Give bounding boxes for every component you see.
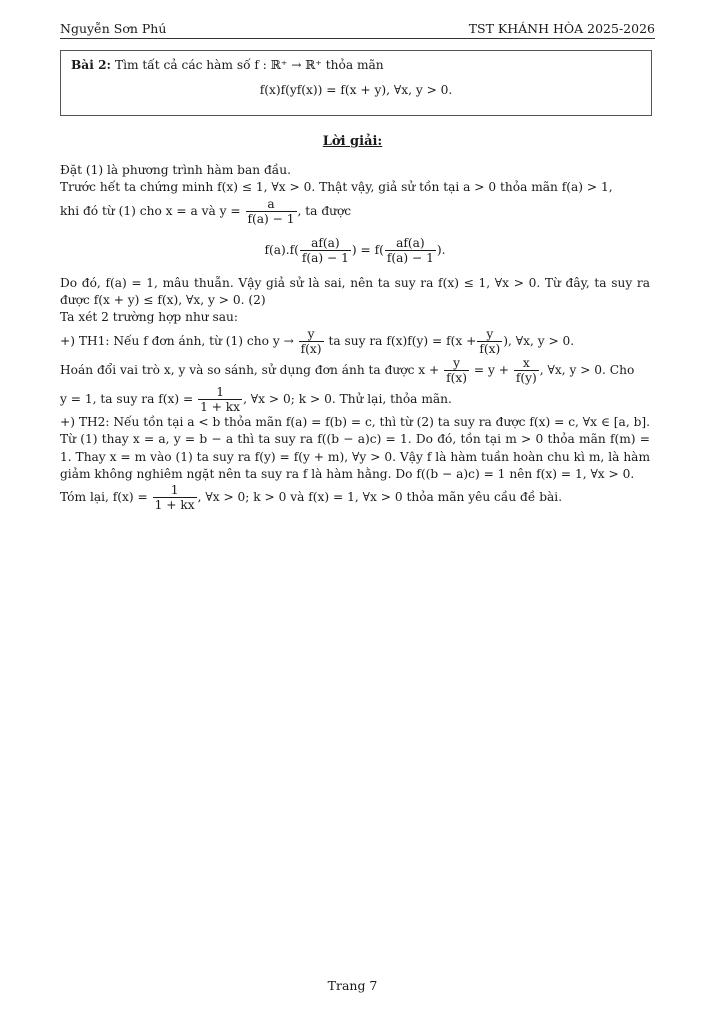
solution-line-3 — [60, 197, 650, 226]
text-segment: , ∀x > 0; k > 0. Thử lại, thỏa mãn. — [243, 391, 452, 406]
fraction — [477, 327, 502, 356]
text-segment: +) TH1: Nếu f đơn ánh, từ (1) cho y → — [60, 333, 294, 348]
author-name: Nguyễn Sơn Phú — [60, 21, 167, 36]
fraction — [246, 197, 297, 226]
display-equation — [60, 236, 650, 265]
fraction-denominator: f(x) — [479, 341, 501, 356]
fraction — [300, 236, 351, 265]
problem-label: Bài 2: — [71, 58, 112, 72]
fraction-denominator: f(y) — [515, 370, 537, 385]
solution-line-4: Do đó, f(a) = 1, mâu thuẫn. Vậy giả sử là sai, nên ta suy ra f(x) ≤ 1, ∀x > 0. Từ đây, ta suy ra được f(x + y) ≤ f(x), ∀x, y > 0. (2) — [60, 275, 650, 308]
conclusion-line — [60, 483, 650, 512]
solution-line-2: Trước hết ta chứng minh f(x) ≤ 1, ∀x > 0. Thật vậy, giả sử tồn tại a > 0 thỏa mãn f(a) > 1, — [60, 180, 613, 195]
fraction-denominator: f(a) − 1 — [386, 250, 434, 265]
text-segment: , ∀x, y > 0. Cho — [539, 362, 635, 377]
fraction — [385, 236, 436, 265]
text-segment: Hoán đổi vai trò x, y và so sánh, sử dụng đơn ánh ta được x + — [60, 362, 440, 377]
fraction-denominator: f(x) — [300, 341, 322, 356]
fraction-numerator: a — [267, 196, 275, 211]
text-segment: , ta được — [297, 203, 352, 218]
fraction-numerator: 1 — [170, 483, 179, 498]
fraction-numerator: y — [307, 326, 315, 341]
fraction — [198, 385, 242, 414]
problem-text: Tìm tất cả các hàm số f : ℝ⁺ → ℝ⁺ thỏa mãn — [114, 58, 384, 72]
text-segment: khi đó từ (1) cho x = a và y = — [60, 203, 241, 218]
problem-equation: f(x)f(yf(x)) = f(x + y), ∀x, y > 0. — [259, 83, 453, 98]
case-1-solution-line — [60, 385, 650, 414]
text-segment: ), ∀x, y > 0. — [503, 333, 575, 348]
fraction-numerator: y — [453, 355, 460, 370]
text-segment: = y + — [473, 362, 509, 377]
page-number: Trang 7 — [327, 978, 378, 993]
text-segment: Tóm lại, f(x) = — [60, 490, 148, 505]
fraction-denominator: 1 + kx — [200, 399, 241, 414]
text-segment: , ∀x > 0; k > 0 và f(x) = 1, ∀x > 0 thỏa mãn yêu cầu đề bài. — [197, 490, 563, 505]
exam-title: TST KHÁNH HÒA 2025-2026 — [468, 21, 655, 36]
swap-line — [60, 356, 650, 385]
fraction-numerator: x — [522, 355, 530, 370]
fraction — [153, 483, 197, 512]
fraction — [299, 327, 324, 356]
fraction-denominator: f(x) — [446, 370, 468, 385]
solution-title: Lời giải: — [322, 134, 383, 149]
fraction-numerator: y — [486, 326, 494, 341]
text-segment: y = 1, ta suy ra f(x) = — [60, 391, 194, 406]
fraction-numerator: af(a) — [396, 235, 425, 250]
text-segment: ) = f( — [351, 242, 384, 257]
fraction-numerator: 1 — [216, 384, 224, 399]
solution-line-5: Ta xét 2 trường hợp như sau: — [60, 310, 239, 325]
problem-statement — [71, 57, 641, 74]
fraction-numerator: af(a) — [311, 235, 340, 250]
page-header — [60, 20, 655, 39]
solution-body — [60, 162, 650, 512]
problem-box — [60, 50, 652, 116]
text-segment: ta suy ra f(x)f(y) = f(x + — [328, 333, 477, 348]
fraction — [444, 356, 469, 385]
fraction-denominator: f(a) − 1 — [247, 211, 295, 226]
case-2-paragraph: +) TH2: Nếu tồn tại a < b thỏa mãn f(a) = f(b) = c, thì từ (2) ta suy ra được f(x) = c, ∀x ∈ [a, b]. Từ (1) thay x = a, y = b − a thì ta suy ra f((b − a)c) = 1. Do đó, tồn tại m > 0 thỏa mãn f(m) = 1. Thay x = m vào (1) ta suy ra f(y) = f(y + m), ∀y > 0. Vậy f là hàm tuần hoàn chu kì m, là hàm giảm không nghiêm ngặt nên ta suy ra f là hàm hằng. Do f((b − a)c) = 1 nên f(x) = 1, ∀x > 0. — [60, 414, 650, 481]
case-1-line — [60, 327, 650, 356]
fraction-denominator: 1 + kx — [154, 498, 195, 513]
solution-line-1: Đặt (1) là phương trình hàm ban đầu. — [60, 163, 291, 177]
text-segment: f(a).f( — [264, 242, 299, 257]
fraction-denominator: f(a) − 1 — [301, 250, 349, 265]
fraction — [514, 356, 539, 385]
text-segment: ). — [436, 242, 446, 257]
